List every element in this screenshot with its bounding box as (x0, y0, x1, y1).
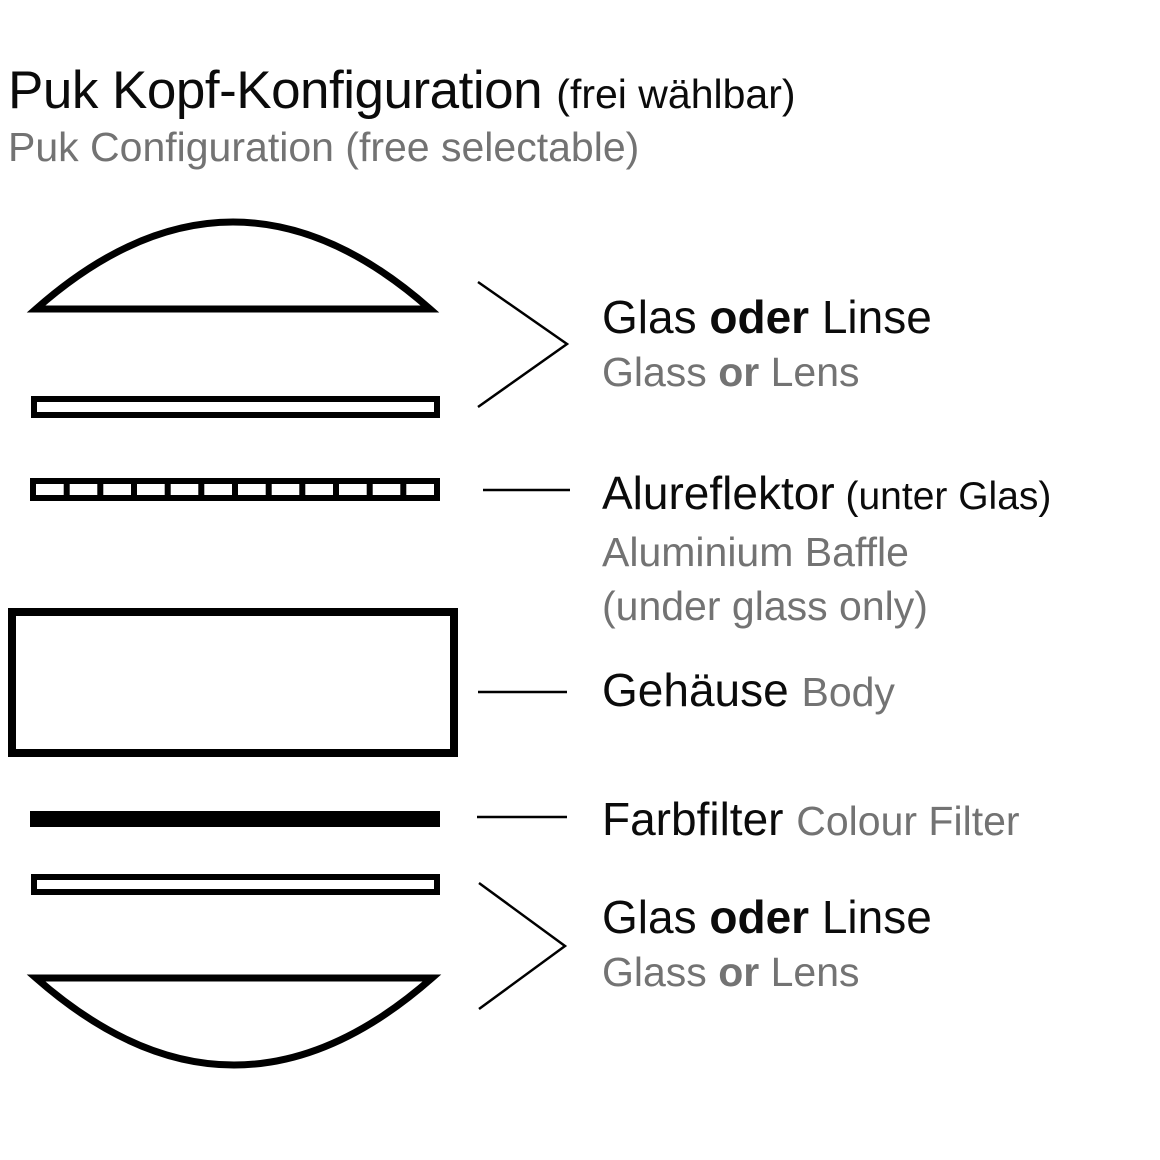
label-glass-or-lens-top-en: Glass or Lens (602, 349, 860, 395)
label-glass-or-lens-top-de: Glas oder Linse (602, 291, 932, 343)
page-subtitle: Puk Configuration (free selectable) (8, 124, 640, 170)
label-colour-filter-en: Colour Filter (796, 798, 1020, 844)
label-glass-or-lens-top (602, 289, 932, 399)
group-brace-top (478, 282, 567, 407)
label-aluminium-baffle-en1: Aluminium Baffle (602, 529, 909, 575)
page-title-de: Puk Kopf-Konfiguration (8, 61, 543, 120)
body-housing-shape (12, 612, 454, 753)
aluminium-baffle-shape (33, 478, 437, 501)
glass-dome-bottom-shape (36, 978, 432, 1065)
label-colour-filter (602, 791, 1020, 849)
label-aluminium-baffle-de: Alureflektor (unter Glas) (602, 467, 1052, 519)
label-glass-or-lens-bottom (602, 889, 932, 999)
label-aluminium-baffle-en2: (under glass only) (602, 583, 928, 629)
label-glass-or-lens-bottom-en: Glass or Lens (602, 949, 860, 995)
label-aluminium-baffle (602, 465, 1051, 633)
label-body (602, 662, 895, 720)
glass-pane-bottom-shape (34, 877, 437, 892)
page-title-note: (frei wählbar) (556, 71, 796, 117)
group-brace-bottom (479, 883, 565, 1009)
glass-dome-top-shape (36, 222, 430, 309)
label-body-de: Gehäuse Body (602, 664, 895, 716)
label-glass-or-lens-bottom-de: Glas oder Linse (602, 891, 932, 943)
label-colour-filter-de: Farbfilter Colour Filter (602, 793, 1020, 845)
glass-pane-top-shape (34, 399, 437, 415)
label-body-en: Body (801, 669, 895, 715)
colour-filter-shape (30, 811, 440, 827)
